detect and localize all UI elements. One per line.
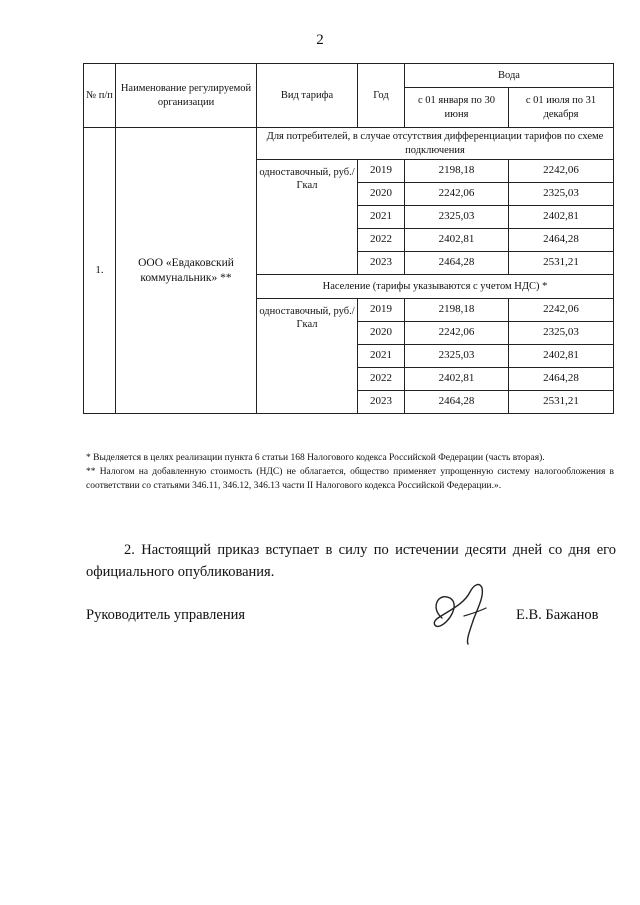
period-2-value: 2464,28 xyxy=(509,229,614,252)
row-number: 1. xyxy=(84,128,116,414)
group-title: Население (тарифы указываются с учетом НДС) * xyxy=(257,275,614,299)
signatory-title: Руководитель управления xyxy=(86,607,246,623)
year-cell: 2019 xyxy=(358,160,405,183)
organization-name: ООО «Евдаковский коммунальник» ** xyxy=(116,128,257,414)
footnote-2: ** Налогом на добавленную стоимость (НДС) не облагается, общество применяет упрощенную систему налогообложения в соответствии со статьями 346.11, 346.12, 346.13 части II Налогового кодекса Российской Федерации.». xyxy=(86,466,614,491)
period-2-value: 2325,03 xyxy=(509,183,614,206)
footnotes xyxy=(86,452,614,493)
header-tariff-type: Вид тарифа xyxy=(257,64,358,128)
period-1-value: 2325,03 xyxy=(405,345,509,368)
year-cell: 2020 xyxy=(358,322,405,345)
year-cell: 2019 xyxy=(358,299,405,322)
header-water: Вода xyxy=(405,64,614,88)
header-year: Год xyxy=(358,64,405,128)
period-2-value: 2242,06 xyxy=(509,299,614,322)
period-1-value: 2242,06 xyxy=(405,322,509,345)
period-1-value: 2242,06 xyxy=(405,183,509,206)
period-2-value: 2242,06 xyxy=(509,160,614,183)
period-2-value: 2531,21 xyxy=(509,391,614,414)
clause-text: 2. Настоящий приказ вступает в силу по истечении десяти дней со дня его официального опубликования. xyxy=(86,542,616,580)
period-1-value: 2402,81 xyxy=(405,229,509,252)
year-cell: 2023 xyxy=(358,391,405,414)
tariff-type: одноставочный, руб./Гкал xyxy=(257,160,358,275)
handwritten-signature xyxy=(420,578,500,648)
year-cell: 2022 xyxy=(358,368,405,391)
period-1-value: 2402,81 xyxy=(405,368,509,391)
header-organization: Наименование регулируемой организации xyxy=(116,64,257,128)
header-period-1: с 01 января по 30 июня xyxy=(405,88,509,128)
header-period-2: с 01 июля по 31 декабря xyxy=(509,88,614,128)
year-cell: 2021 xyxy=(358,206,405,229)
page-number: 2 xyxy=(316,32,324,48)
year-cell: 2023 xyxy=(358,252,405,275)
period-2-value: 2464,28 xyxy=(509,368,614,391)
period-1-value: 2325,03 xyxy=(405,206,509,229)
year-cell: 2022 xyxy=(358,229,405,252)
tariff-type: одноставочный, руб./Гкал xyxy=(257,299,358,414)
period-2-value: 2402,81 xyxy=(509,206,614,229)
signatory-name: Е.В. Бажанов xyxy=(516,607,599,623)
year-cell: 2020 xyxy=(358,183,405,206)
group-title: Для потребителей, в случае отсутствия дифференциации тарифов по схеме подключения xyxy=(257,128,614,160)
period-1-value: 2464,28 xyxy=(405,391,509,414)
period-2-value: 2402,81 xyxy=(509,345,614,368)
footnote-1: * Выделяется в целях реализации пункта 6 статьи 168 Налогового кодекса Российской Федерации (часть вторая). xyxy=(86,453,545,463)
period-2-value: 2531,21 xyxy=(509,252,614,275)
period-2-value: 2325,03 xyxy=(509,322,614,345)
year-cell: 2021 xyxy=(358,345,405,368)
period-1-value: 2198,18 xyxy=(405,299,509,322)
period-1-value: 2464,28 xyxy=(405,252,509,275)
tariff-table xyxy=(83,63,614,414)
period-1-value: 2198,18 xyxy=(405,160,509,183)
header-number: № п/п xyxy=(84,64,116,128)
